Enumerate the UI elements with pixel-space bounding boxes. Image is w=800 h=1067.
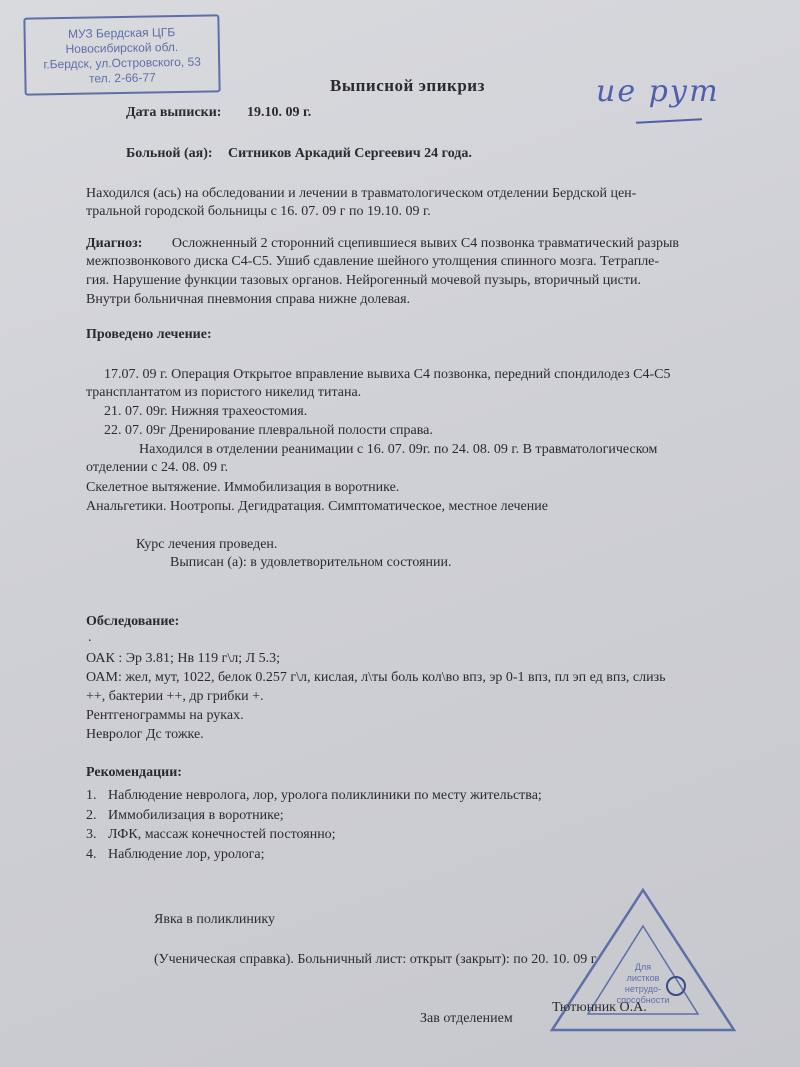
institution-stamp [23, 14, 220, 95]
item-text: Иммобилизация в воротнике; [108, 807, 284, 823]
discharge-date-row [126, 105, 311, 121]
handwritten-note: ие рут [596, 74, 720, 109]
treatment-text: трансплантатом из пористого никелид титана. [86, 385, 362, 400]
triangle-stamp-line: нетрудо- [624, 984, 662, 994]
item-number: 1. [86, 788, 97, 803]
list-item [86, 845, 542, 865]
exam-label: Обследование: [86, 614, 180, 629]
visit-text: Явка в поликлинику [154, 912, 276, 927]
triangle-stamp-line: листков [626, 973, 660, 983]
item-number: 4. [86, 846, 97, 862]
stamp-line: г.Бердск, ул.Островского, 53 [43, 54, 201, 72]
treatment-text: Скелетное вытяжение. Иммобилизация в воротнике. [86, 480, 400, 495]
item-number: 2. [86, 807, 97, 823]
treatment-label: Проведено лечение: [86, 327, 212, 342]
sick-list-text: (Ученическая справка). Больничный лист: открыт (закрыт): по 20. 10. 09 г. [154, 952, 599, 967]
treatment-text: Курс лечения проведен. [136, 537, 278, 552]
patient-name: Ситников Аркадий Сергеевич 24 года. [228, 146, 472, 161]
diagnosis-text: Внутри больничная пневмония справа нижне долевая. [86, 292, 411, 307]
item-number: 3. [86, 827, 97, 842]
diagnosis-row [86, 236, 679, 252]
treatment-text: Находился в отделении реанимации с 16. 07. 09г. по 24. 08. 09 г. В травматологическом [139, 442, 658, 457]
recommendations-label: Рекомендации: [86, 765, 182, 780]
head-of-department-name: Тютюнник О.А. [552, 1000, 647, 1015]
treatment-text: отделении с 24. 08. 09 г. [86, 460, 229, 475]
diagnosis-label: Диагноз: [86, 236, 143, 251]
stamp-line: тел. 2-66-77 [88, 70, 156, 86]
treatment-text: Выписан (а): в удовлетворительном состоянии. [170, 555, 452, 570]
patient-label: Больной (ая): [126, 146, 213, 161]
diagnosis-text: гия. Нарушение функции тазовых органов. Нейрогенный мочевой пузырь, вторичный цисти. [86, 273, 641, 288]
exam-text: ОАМ: жел, мут, 1022, белок 0.257 г\л, кислая, л\ты боль кол\во впз, эр 0-1 впз, пл эп ед впз, слизь [86, 670, 666, 685]
stamp-line: МУЗ Бердская ЦГБ [67, 25, 176, 41]
stay-line: Находился (ась) на обследовании и лечении в травматологическом отделении Бердской цен- [86, 186, 637, 201]
item-text: ЛФК, массаж конечностей постоянно; [108, 827, 336, 842]
discharge-date-label: Дата выписки: [126, 105, 222, 120]
exam-text: Невролог Дс тожке. [86, 727, 204, 742]
head-of-department-label: Зав отделением [420, 1011, 513, 1026]
treatment-text: 17.07. 09 г. Операция Открытое вправление вывиха С4 позвонка, передний спондилодез С4-С5 [104, 367, 671, 382]
discharge-date-value: 19.10. 09 г. [246, 105, 312, 120]
patient-row [126, 146, 472, 162]
exam-text: ОАК : Эр 3.81; Нв 119 г\л; Л 5.3; [86, 651, 280, 666]
stamp-line: Новосибирской обл. [65, 40, 179, 56]
exam-text: ++, бактерии ++, др грибки +. [86, 689, 264, 704]
treatment-text: Анальгетики. Ноотропы. Дегидратация. Симптоматическое, местное лечение [86, 499, 548, 514]
stay-line: тральной городской больницы с 16. 07. 09 г по 19.10. 09 г. [86, 204, 431, 219]
list-item [86, 786, 542, 806]
document-title: Выписной эпикриз [330, 76, 485, 95]
handwritten-underline [636, 118, 702, 123]
diagnosis-text: Осложненный 2 сторонний сцепившиеся вывих С4 позвонка травматический разрыв [171, 236, 680, 251]
item-text: Наблюдение лор, уролога; [108, 846, 265, 862]
list-item [86, 806, 542, 826]
diagnosis-text: межпозвонкового диска С4-С5. Ушиб сдавление шейного утолщения спинного мозга. Тетрапле- [86, 254, 660, 269]
treatment-text: 21. 07. 09г. Нижняя трахеостомия. [104, 404, 308, 419]
list-item [86, 825, 542, 845]
triangle-stamp-line: способности [616, 995, 670, 1005]
recommendations-list [86, 786, 542, 864]
exam-text: Рентгенограммы на руках. [86, 708, 244, 723]
treatment-text: 22. 07. 09г Дренирование плевральной полости справа. [104, 423, 433, 438]
exam-dot: . [88, 630, 92, 645]
item-text: Наблюдение невролога, лор, уролога поликлиники по месту жительства; [108, 788, 542, 803]
triangle-stamp-line: Для [634, 962, 652, 972]
